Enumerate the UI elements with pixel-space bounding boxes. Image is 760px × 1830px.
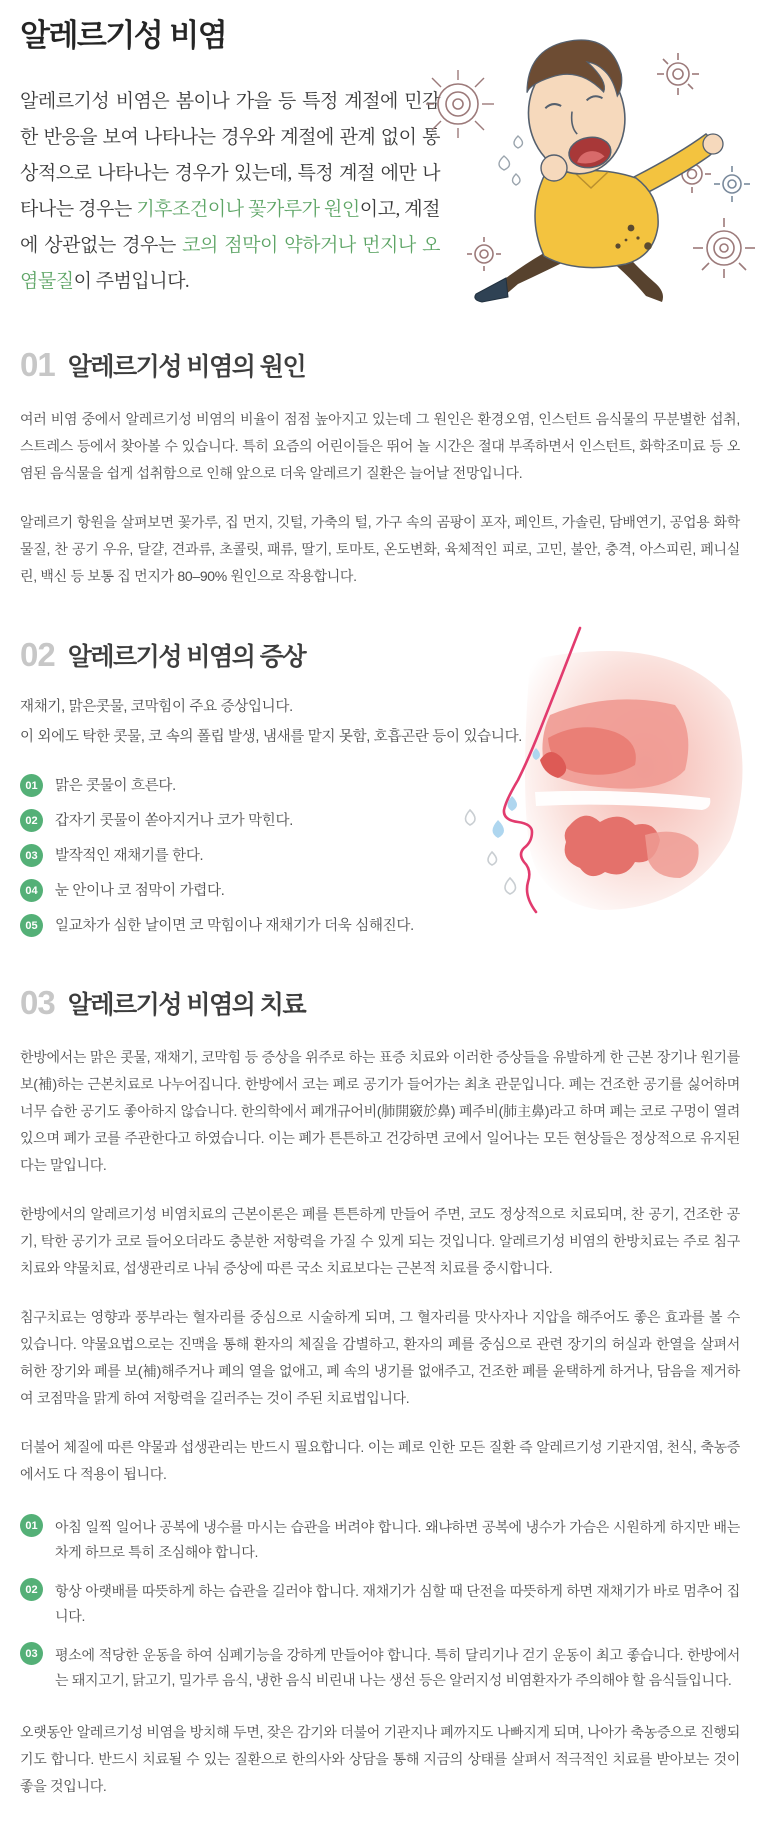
symptoms-lead-line-2: 이 외에도 탁한 콧물, 코 속의 폴립 발생, 냄새를 맡지 못함, 호흡곤란 등이 있습니다. <box>20 729 523 745</box>
treatment-paragraph-3: 침구치료는 영향과 풍부라는 혈자리를 중심으로 시술하게 되며, 그 혈자리를 맛사자나 지압을 해주어도 좋은 효과를 볼 수 있습니다. 약물요법으로는 진맥을 통해 환자의 체질을 감별하고, 환자의 폐를 중심으로 관련 장기의 허실과 한열을 살펴서 허한 장기와 폐를 보(補)해주거나 폐의 열을 없애고, 폐 속의 냉기를 없애주고, 건조한 폐를 윤택하게 하거나, 담음을 제거하여 코점막을 맑게 하여 저항력을 길러주는 것이 주된 치료법입니다. <box>20 1309 740 1406</box>
section-number: 03 <box>20 984 55 1021</box>
item-text: 갑자기 콧물이 쏟아지거나 코가 막힌다. <box>55 813 293 829</box>
item-text: 맑은 콧물이 흐른다. <box>55 778 176 794</box>
list-item <box>20 1514 740 1565</box>
section-number: 01 <box>20 346 55 383</box>
section-treatment <box>20 984 740 1800</box>
section-symptoms <box>20 636 740 938</box>
treatment-paragraph-1: 한방에서는 맑은 콧물, 재채기, 코막힘 등 증상을 위주로 하는 표증 치료와 이러한 증상들을 유발하게 한 근본 장기나 원기를 보(補)하는 근본치료로 나누어집니다. 한방에서 코는 폐로 공기가 들어가는 최초 관문입니다. 폐는 건조한 공기를 싫어하며 너무 습한 공기도 좋아하지 않습니다. 한의학에서 폐개규어비(肺開竅於鼻) 폐주비(肺主鼻)라고 하며 폐는 코로 구멍이 열려 있으며 폐가 코를 주관한다고 하였습니다. 이는 폐가 튼튼하고 건강하면 코에서 일어나는 모든 현상들은 정상적으로 유지된다는 말입니다. <box>20 1049 740 1173</box>
list-item <box>20 1578 740 1629</box>
list-item <box>20 914 490 938</box>
intro-paragraph <box>20 84 440 300</box>
sneezing-man-illustration <box>426 16 756 306</box>
item-text: 항상 아랫배를 따뜻하게 하는 습관을 길러야 합니다. 재채기가 심할 때 단전을 따뜻하게 하면 재채기가 바로 멈추어 집니다. <box>55 1583 740 1624</box>
item-text: 발작적인 재채기를 한다. <box>55 848 204 864</box>
item-text: 평소에 적당한 운동을 하여 심폐기능을 강하게 만들어야 합니다. 특히 달리기나 걷기 운동이 최고 좋습니다. 한방에서는 돼지고기, 닭고기, 밀가루 음식, 냉한 음식 비린내 나는 생선 등은 알러지성 비염환자가 주의해야 할 음식들입니다. <box>55 1647 740 1688</box>
section-causes <box>20 346 740 590</box>
causes-paragraph-1: 여러 비염 중에서 알레르기성 비염의 비율이 점점 높아지고 있는데 그 원인은 환경오염, 인스턴트 음식물의 무분별한 섭취, 스트레스 등에서 찾아볼 수 있습니다. 특히 요즘의 어린이들은 뛰어 놀 시간은 절대 부족하면서 인스턴트, 화학조미료 등 오염된 음식물을 쉽게 섭취함으로 인해 앞으로 더욱 알레르기 질환은 늘어날 전망입니다. <box>20 411 740 481</box>
item-number-badge: 01 <box>20 1514 43 1537</box>
item-number-badge: 03 <box>20 1642 43 1665</box>
section-treatment-header <box>20 984 740 1022</box>
item-number-badge: 05 <box>20 914 43 937</box>
page-title: 알레르기성 비염 <box>20 18 227 53</box>
item-text: 아침 일찍 일어나 공복에 냉수를 마시는 습관을 버려야 합니다. 왜냐하면 공복에 냉수가 가슴은 시원하게 하지만 배는 차게 하므로 특히 조심해야 합니다. <box>55 1519 740 1560</box>
section-title: 알레르기성 비염의 증상 <box>67 643 306 671</box>
list-item <box>20 809 490 833</box>
item-number-badge: 03 <box>20 844 43 867</box>
section-causes-header <box>20 346 740 384</box>
man-figure <box>475 35 723 302</box>
intro-highlight-2: 코의 점막이 약하거나 먼지나 오염물질 <box>20 235 440 292</box>
closing-paragraph: 오랫동안 알레르기성 비염을 방치해 두면, 잦은 감기와 더불어 기관지나 폐까지도 나빠지게 되며, 나아가 축농증으로 진행되기도 합니다. 반드시 치료될 수 있는 질환으로 한의사와 상담을 통해 지금의 상태를 살펴서 적극적인 치료를 받아보는 것이 좋을 것입니다. <box>20 1724 740 1794</box>
header-section <box>20 18 740 300</box>
inflamed-nose-illustration <box>440 620 760 920</box>
item-number-badge: 02 <box>20 1578 43 1601</box>
symptoms-lead-line-1: 재채기, 맑은콧물, 코막힘이 주요 증상입니다. <box>20 699 293 715</box>
section-title: 알레르기성 비염의 치료 <box>67 991 306 1019</box>
section-number: 02 <box>20 636 55 673</box>
item-text: 눈 안이나 코 점막이 가렵다. <box>55 883 225 899</box>
symptoms-list <box>20 774 490 938</box>
item-number-badge: 01 <box>20 774 43 797</box>
treatment-paragraph-4: 더불어 체질에 따른 약물과 섭생관리는 반드시 필요합니다. 이는 폐로 인한 모든 질환 즉 알레르기성 기관지염, 천식, 축농증에서도 다 적용이 됩니다. <box>20 1439 740 1482</box>
causes-paragraph-2: 알레르기 항원을 살펴보면 꽃가루, 집 먼지, 깃털, 가축의 털, 가구 속의 곰팡이 포자, 페인트, 가솔린, 담배연기, 공업용 화학물질, 찬 공기 우유, 달걀, 견과류, 초콜릿, 패류, 딸기, 토마토, 온도변화, 육체적인 피로, 고민, 불안, 충격, 아스피린, 페니실린, 백신 등 보통 집 먼지가 80–90% 원인으로 작용합니다. <box>20 514 740 584</box>
item-number-badge: 02 <box>20 809 43 832</box>
item-number-badge: 04 <box>20 879 43 902</box>
list-item <box>20 879 490 903</box>
list-item <box>20 774 490 798</box>
list-item <box>20 1642 740 1693</box>
item-text: 일교차가 심한 날이면 코 막힘이나 재채기가 더욱 심해진다. <box>55 918 414 934</box>
intro-text-1: 알레르기성 비염은 봄이나 가을 등 특정 계절에 민감한 반응을 보여 나타나는 경우와 계절에 관계 없이 통상적으로 나타나는 경우가 있는데, 특정 계절 에만 나타나는 경우는 <box>20 91 440 220</box>
intro-highlight-1: 기후조건이나 꽃가루가 원인 <box>136 199 360 220</box>
intro-text-2: 이고, 계절에 상관없는 경우는 <box>20 199 441 256</box>
intro-text-3: 이 주범입니다. <box>73 271 190 292</box>
section-title: 알레르기성 비염의 원인 <box>67 353 306 381</box>
treatment-tips-list <box>20 1514 740 1693</box>
list-item <box>20 844 490 868</box>
treatment-paragraph-2: 한방에서의 알레르기성 비염치료의 근본이론은 폐를 튼튼하게 만들어 주면, 코도 정상적으로 치료되며, 찬 공기, 건조한 공기, 탁한 공기가 코로 들어오더라도 충분한 저항력을 가질 수 있게 되는 것입니다. 알레르기성 비염의 한방치료는 주로 침구치료와 약물치료, 섭생관리로 나눠 증상에 따른 국소 치료보다는 근본적 치료를 중시합니다. <box>20 1206 740 1276</box>
